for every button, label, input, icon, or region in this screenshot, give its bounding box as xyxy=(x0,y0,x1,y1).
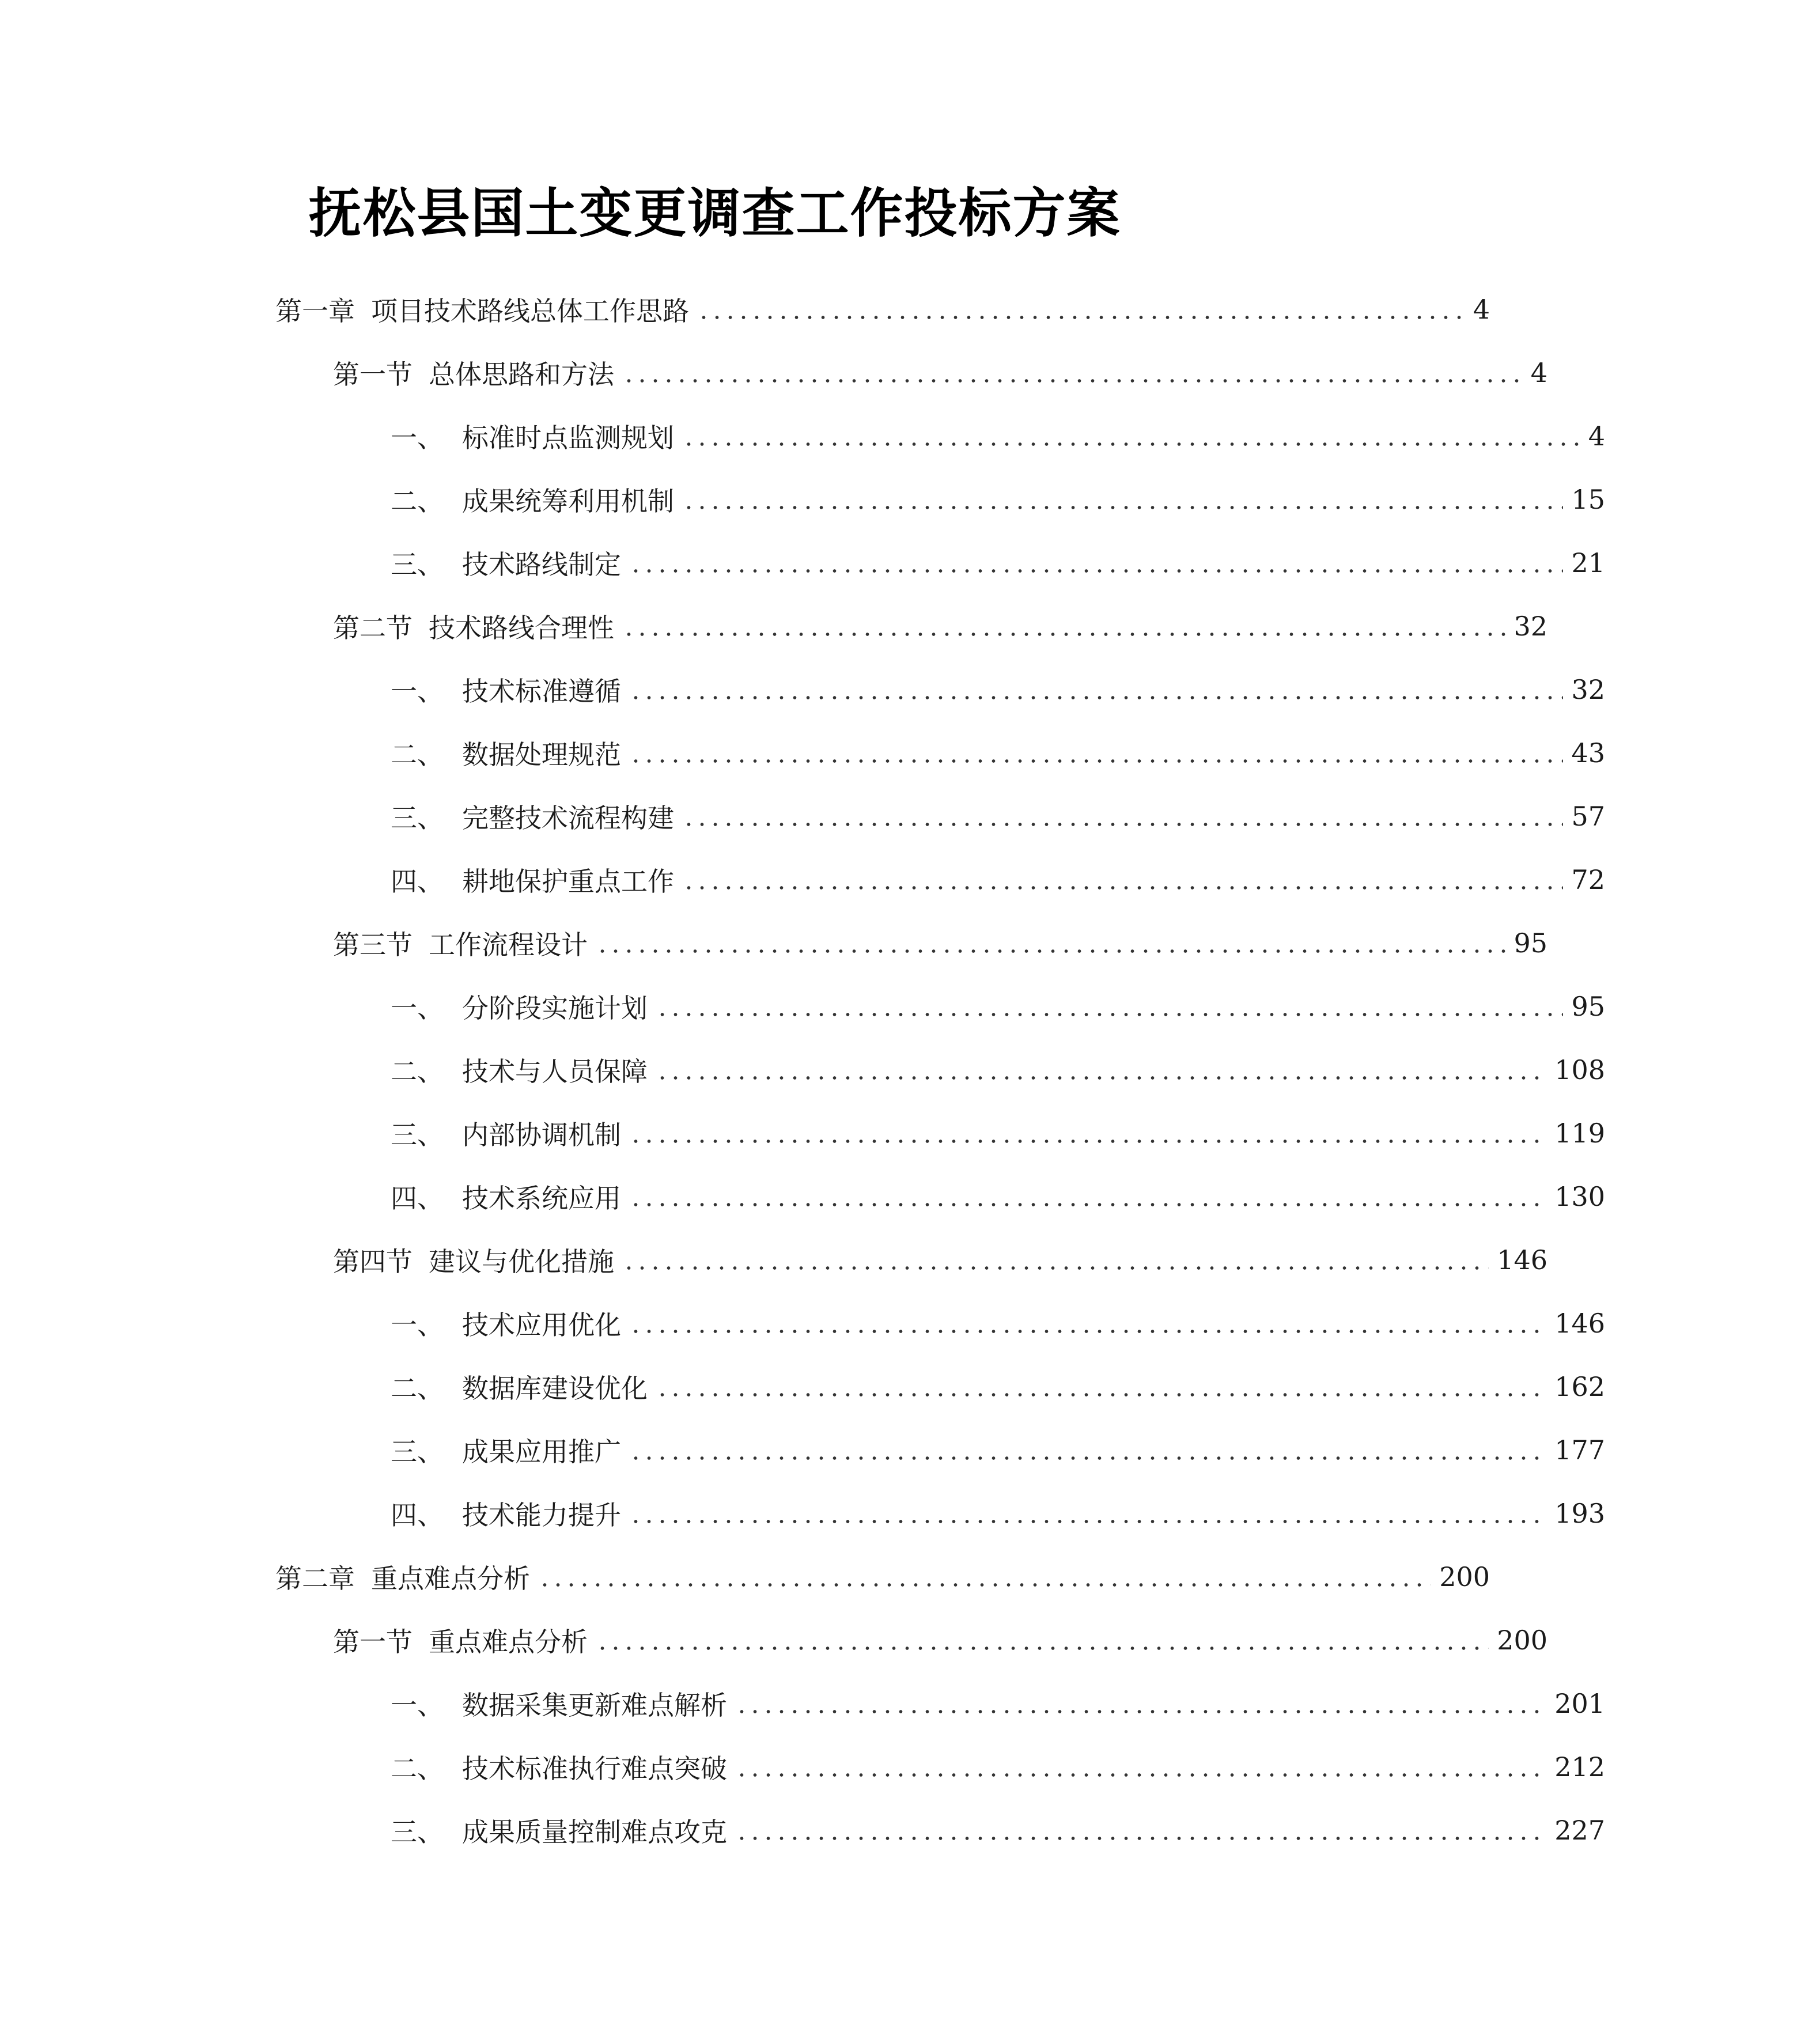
toc-entry-title: 重点难点分析 xyxy=(371,1563,530,1594)
toc-page-number: 4 xyxy=(1473,294,1490,325)
toc-subsection-entry[interactable] xyxy=(0,1799,1820,1862)
toc-entry-number: 四、 xyxy=(391,1183,444,1214)
toc-page-number: 162 xyxy=(1554,1371,1605,1402)
toc-subsection-entry[interactable] xyxy=(0,1418,1820,1482)
toc-entry-number: 一、 xyxy=(391,422,444,453)
toc-entry-line xyxy=(391,1799,1605,1862)
toc-dot-leader xyxy=(629,1102,1546,1165)
toc-entry-title: 技术路线合理性 xyxy=(429,612,614,644)
toc-subsection-entry[interactable] xyxy=(0,848,1820,911)
toc-subsection-entry[interactable] xyxy=(0,721,1820,785)
toc-entry-number: 三、 xyxy=(391,1816,444,1848)
toc-entry-title: 成果质量控制难点攻克 xyxy=(462,1816,727,1848)
toc-entry-title: 技术系统应用 xyxy=(462,1183,621,1214)
toc-entry-title: 重点难点分析 xyxy=(429,1626,588,1657)
toc-dot-leader xyxy=(629,1482,1546,1545)
toc-subsection-entry[interactable] xyxy=(0,468,1820,531)
toc-entry-title: 项目技术路线总体工作思路 xyxy=(371,296,689,327)
toc-entry-number: 第一节 xyxy=(333,359,413,390)
toc-entry-number: 二、 xyxy=(391,739,444,770)
toc-entry-line xyxy=(275,1545,1490,1609)
toc-dot-leader xyxy=(735,1799,1546,1862)
toc-dot-leader xyxy=(596,911,1505,975)
toc-dot-leader xyxy=(735,1672,1546,1735)
toc-entry-number: 第一节 xyxy=(333,1626,413,1657)
toc-entry-line xyxy=(391,975,1605,1038)
toc-dot-leader xyxy=(656,975,1563,1038)
toc-entry-line xyxy=(391,1355,1605,1418)
toc-entry-line xyxy=(391,1482,1605,1545)
toc-dot-leader xyxy=(682,848,1563,911)
toc-page-number: 146 xyxy=(1497,1244,1547,1276)
toc-page-number: 57 xyxy=(1571,801,1605,832)
toc-entry-number: 一、 xyxy=(391,676,444,707)
toc-dot-leader xyxy=(596,1609,1489,1672)
toc-entry-line xyxy=(391,468,1605,531)
toc-page-number: 4 xyxy=(1588,421,1605,452)
toc-entry-number: 四、 xyxy=(391,866,444,897)
toc-page-number: 95 xyxy=(1571,991,1605,1022)
toc-entry-title: 分阶段实施计划 xyxy=(462,993,648,1024)
toc-entry-title: 技术与人员保障 xyxy=(462,1056,648,1087)
toc-entry-title: 技术标准执行难点突破 xyxy=(462,1753,727,1784)
toc-entry-number: 一、 xyxy=(391,1310,444,1341)
toc-chapter-entry[interactable] xyxy=(0,278,1705,341)
toc-subsection-entry[interactable] xyxy=(0,1292,1820,1355)
toc-entry-line xyxy=(391,1672,1605,1735)
document-title: 抚松县国土变更调查工作投标方案 xyxy=(308,182,1121,244)
table-of-contents xyxy=(0,278,1605,1862)
toc-entry-line xyxy=(391,1735,1605,1799)
toc-entry-number: 三、 xyxy=(391,803,444,834)
toc-entry-title: 标准时点监测规划 xyxy=(462,422,674,453)
toc-subsection-entry[interactable] xyxy=(0,975,1820,1038)
toc-dot-leader xyxy=(697,278,1465,341)
toc-entry-line xyxy=(275,278,1490,341)
toc-entry-line xyxy=(333,341,1547,404)
toc-entry-title: 数据处理规范 xyxy=(462,739,621,770)
toc-entry-line xyxy=(391,1102,1605,1165)
toc-page-number: 200 xyxy=(1439,1561,1490,1592)
toc-entry-number: 第一章 xyxy=(275,296,355,327)
toc-dot-leader xyxy=(629,1165,1546,1228)
toc-page-number: 212 xyxy=(1554,1751,1605,1782)
toc-dot-leader xyxy=(629,531,1563,595)
toc-entry-number: 三、 xyxy=(391,549,444,580)
toc-page-number: 200 xyxy=(1497,1625,1547,1656)
toc-page-number: 4 xyxy=(1530,357,1547,388)
toc-entry-title: 总体思路和方法 xyxy=(429,359,614,390)
toc-page-number: 32 xyxy=(1571,674,1605,705)
toc-page-number: 15 xyxy=(1571,484,1605,515)
toc-entry-line xyxy=(391,658,1605,721)
toc-section-entry[interactable] xyxy=(0,1609,1762,1672)
toc-entry-title: 数据库建设优化 xyxy=(462,1373,648,1404)
toc-dot-leader xyxy=(629,658,1563,721)
toc-entry-number: 二、 xyxy=(391,486,444,517)
toc-entry-line xyxy=(333,595,1547,658)
toc-page-number: 119 xyxy=(1554,1118,1605,1149)
toc-page-number: 21 xyxy=(1571,547,1605,578)
toc-subsection-entry[interactable] xyxy=(0,1165,1820,1228)
toc-dot-leader xyxy=(629,1292,1546,1355)
toc-entry-line xyxy=(391,848,1605,911)
toc-entry-number: 二、 xyxy=(391,1373,444,1404)
toc-entry-title: 成果应用推广 xyxy=(462,1436,621,1467)
toc-entry-line xyxy=(391,1038,1605,1102)
toc-entry-title: 技术能力提升 xyxy=(462,1500,621,1531)
toc-entry-line xyxy=(333,1609,1547,1672)
toc-page-number: 95 xyxy=(1513,928,1547,959)
toc-entry-number: 一、 xyxy=(391,1690,444,1721)
toc-page-number: 177 xyxy=(1554,1435,1605,1466)
toc-dot-leader xyxy=(622,595,1505,658)
toc-subsection-entry[interactable] xyxy=(0,531,1820,595)
toc-entry-title: 技术路线制定 xyxy=(462,549,621,580)
toc-dot-leader xyxy=(656,1038,1546,1102)
toc-dot-leader xyxy=(682,404,1580,468)
toc-entry-line xyxy=(391,404,1605,468)
toc-page-number: 146 xyxy=(1554,1308,1605,1339)
toc-subsection-entry[interactable] xyxy=(0,1672,1820,1735)
toc-entry-line xyxy=(391,1292,1605,1355)
toc-entry-title: 建议与优化措施 xyxy=(429,1246,614,1277)
toc-entry-number: 第二节 xyxy=(333,612,413,644)
toc-entry-title: 数据采集更新难点解析 xyxy=(462,1690,727,1721)
toc-entry-number: 第三节 xyxy=(333,929,413,960)
toc-entry-number: 三、 xyxy=(391,1119,444,1150)
toc-entry-line xyxy=(333,1228,1547,1292)
toc-page-number: 193 xyxy=(1554,1498,1605,1529)
toc-dot-leader xyxy=(629,721,1563,785)
toc-entry-number: 三、 xyxy=(391,1436,444,1467)
toc-page-number: 72 xyxy=(1571,864,1605,895)
toc-entry-title: 耕地保护重点工作 xyxy=(462,866,674,897)
toc-entry-title: 成果统筹利用机制 xyxy=(462,486,674,517)
toc-section-entry[interactable] xyxy=(0,1228,1762,1292)
toc-entry-line xyxy=(391,785,1605,848)
toc-page-number: 108 xyxy=(1554,1054,1605,1085)
toc-dot-leader xyxy=(538,1545,1431,1609)
toc-section-entry[interactable] xyxy=(0,595,1762,658)
toc-dot-leader xyxy=(735,1735,1546,1799)
toc-section-entry[interactable] xyxy=(0,341,1762,404)
toc-page-number: 227 xyxy=(1554,1815,1605,1846)
toc-entry-line xyxy=(391,531,1605,595)
toc-page-number: 201 xyxy=(1554,1688,1605,1719)
toc-entry-number: 第二章 xyxy=(275,1563,355,1594)
toc-dot-leader xyxy=(656,1355,1546,1418)
toc-entry-number: 一、 xyxy=(391,993,444,1024)
toc-entry-line xyxy=(333,911,1547,975)
toc-entry-title: 技术应用优化 xyxy=(462,1310,621,1341)
toc-entry-line xyxy=(391,1165,1605,1228)
toc-subsection-entry[interactable] xyxy=(0,404,1820,468)
toc-chapter-entry[interactable] xyxy=(0,1545,1705,1609)
toc-dot-leader xyxy=(682,785,1563,848)
toc-subsection-entry[interactable] xyxy=(0,1102,1820,1165)
toc-entry-title: 内部协调机制 xyxy=(462,1119,621,1150)
toc-dot-leader xyxy=(622,1228,1489,1292)
toc-dot-leader xyxy=(622,341,1523,404)
toc-dot-leader xyxy=(629,1418,1546,1482)
toc-entry-number: 二、 xyxy=(391,1753,444,1784)
toc-entry-line xyxy=(391,721,1605,785)
toc-entry-number: 第四节 xyxy=(333,1246,413,1277)
toc-subsection-entry[interactable] xyxy=(0,1355,1820,1418)
toc-subsection-entry[interactable] xyxy=(0,1038,1820,1102)
toc-entry-title: 工作流程设计 xyxy=(429,929,588,960)
toc-dot-leader xyxy=(682,468,1563,531)
toc-section-entry[interactable] xyxy=(0,911,1762,975)
toc-entry-line xyxy=(391,1418,1605,1482)
toc-entry-title: 完整技术流程构建 xyxy=(462,803,674,834)
toc-subsection-entry[interactable] xyxy=(0,785,1820,848)
toc-page-number: 32 xyxy=(1513,611,1547,642)
toc-subsection-entry[interactable] xyxy=(0,1482,1820,1545)
toc-entry-number: 四、 xyxy=(391,1500,444,1531)
toc-page-number: 43 xyxy=(1571,737,1605,769)
toc-subsection-entry[interactable] xyxy=(0,1735,1820,1799)
toc-subsection-entry[interactable] xyxy=(0,658,1820,721)
toc-entry-number: 二、 xyxy=(391,1056,444,1087)
toc-page-number: 130 xyxy=(1554,1181,1605,1212)
toc-entry-title: 技术标准遵循 xyxy=(462,676,621,707)
